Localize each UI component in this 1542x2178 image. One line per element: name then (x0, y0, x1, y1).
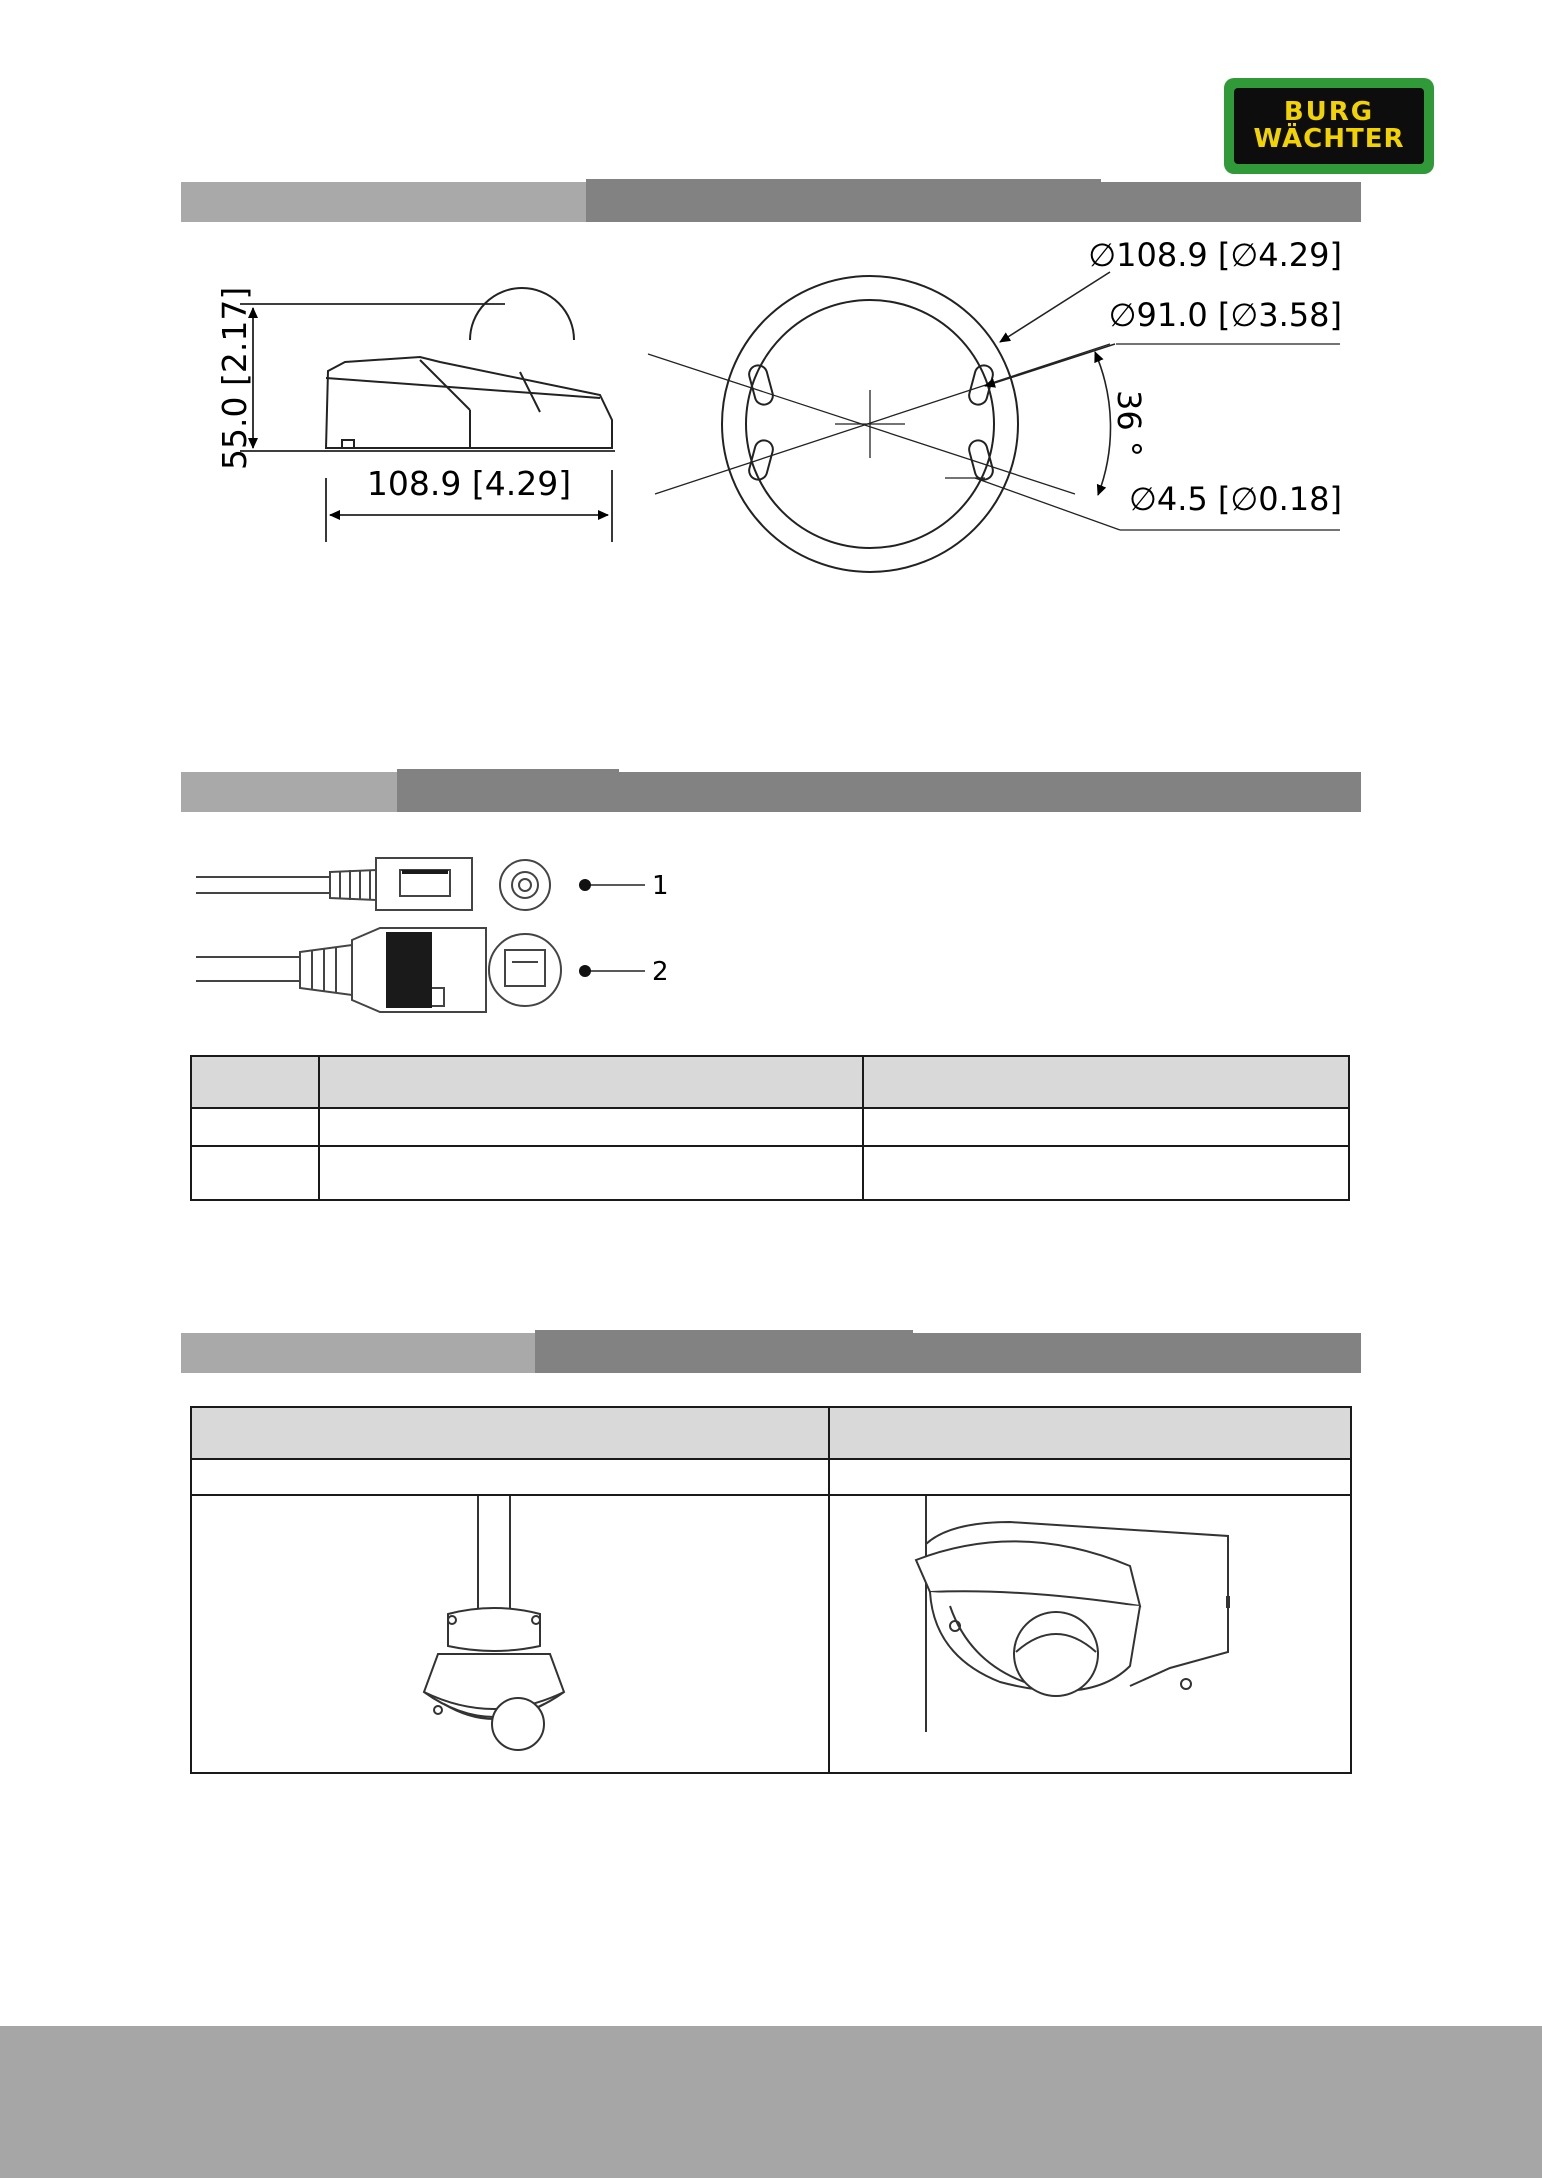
table-cell (863, 1108, 1349, 1146)
table-header-row (191, 1056, 1349, 1108)
section-tab (181, 772, 397, 812)
diameter-leaders (985, 272, 1115, 495)
table-row (191, 1146, 1349, 1200)
section-bar-dimensions (181, 182, 1361, 222)
brand-logo (1224, 78, 1434, 174)
table-row (191, 1108, 1349, 1146)
table-cell (863, 1056, 1349, 1108)
table-cell (191, 1056, 319, 1108)
logo-line2: WÄCHTER (1253, 124, 1405, 154)
angle-label: 36 ° (1110, 390, 1148, 457)
pendant-mount-illustration (192, 1496, 828, 1768)
table-cell (191, 1459, 829, 1495)
table-cell (319, 1108, 863, 1146)
wall-mount-illustration (830, 1496, 1350, 1768)
table-cell (829, 1459, 1351, 1495)
side-view (326, 288, 612, 448)
dimension-drawing (0, 230, 1542, 590)
table-cell (191, 1495, 829, 1773)
table-cell (863, 1146, 1349, 1200)
section-bar-cables (181, 772, 1361, 812)
logo-line1: BURG (1283, 97, 1375, 128)
section-tab (181, 182, 586, 222)
table-cell (191, 1146, 319, 1200)
mounting-table (190, 1406, 1352, 1774)
hole-diameter-label: ∅4.5 [∅0.18] (1128, 480, 1342, 518)
table-cell (191, 1108, 319, 1146)
table-row (191, 1495, 1351, 1773)
table-cell (829, 1407, 1351, 1459)
width-label: 108.9 [4.29] (366, 464, 572, 503)
port-drawing (190, 840, 700, 1030)
section-tab (181, 1333, 535, 1373)
port-callout-1: 1 (652, 871, 669, 901)
port-callout-2: 2 (652, 957, 669, 987)
table-cell (829, 1495, 1351, 1773)
table-cell (319, 1146, 863, 1200)
section-bar-mounting (181, 1333, 1361, 1373)
table-cell (319, 1056, 863, 1108)
height-label: 55.0 [2.17] (215, 286, 254, 470)
table-row (191, 1459, 1351, 1495)
port-table (190, 1055, 1350, 1201)
inner-diameter-label: ∅91.0 [∅3.58] (1108, 296, 1342, 334)
table-cell (191, 1407, 829, 1459)
outer-diameter-label: ∅108.9 [∅4.29] (1088, 236, 1342, 274)
page-footer (0, 2026, 1542, 2178)
table-header-row (191, 1407, 1351, 1459)
